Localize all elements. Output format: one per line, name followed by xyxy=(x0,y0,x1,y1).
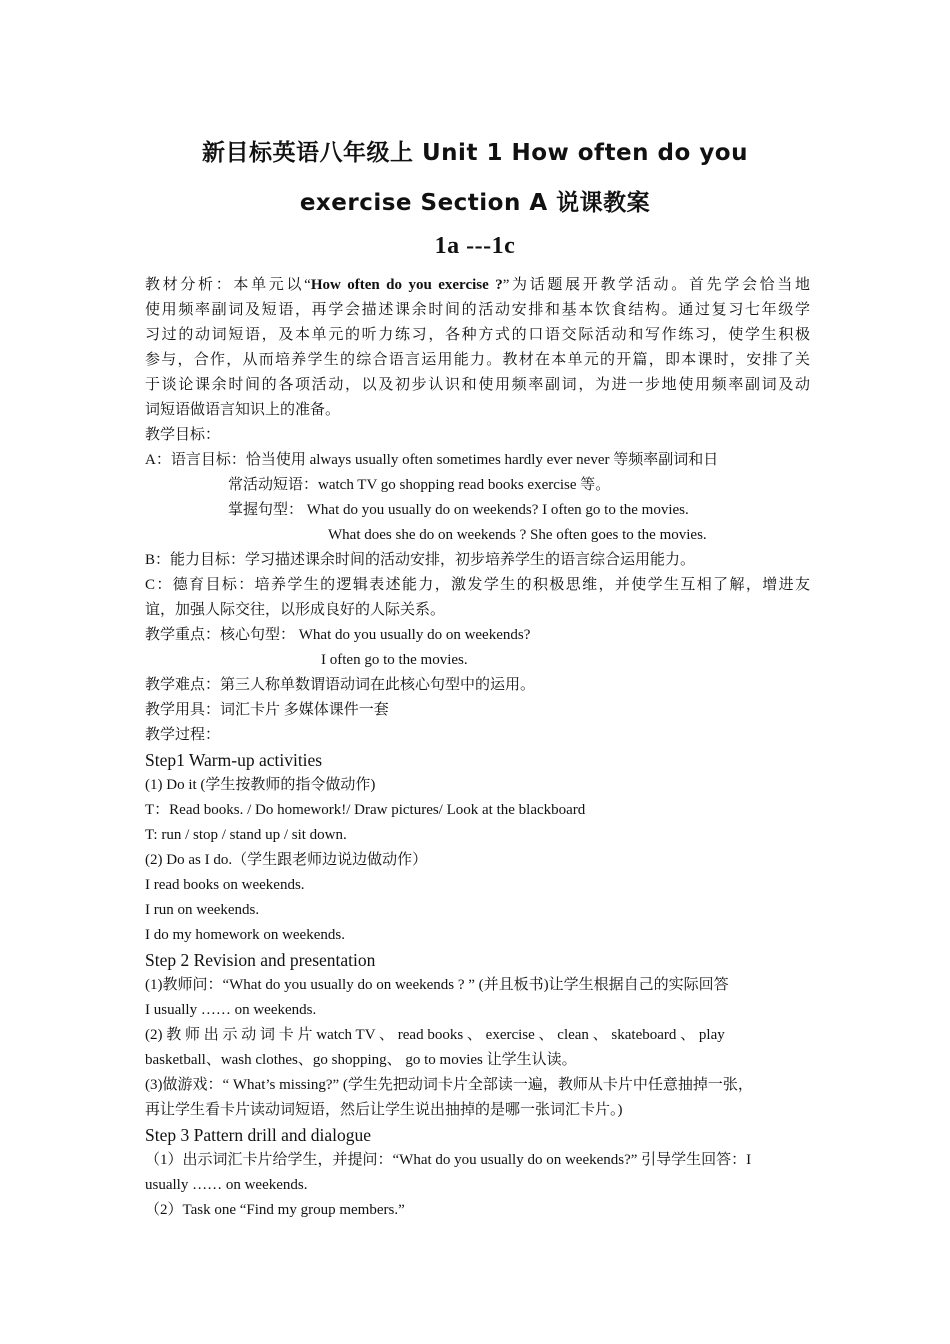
step2-line-6: 再让学生看卡片读动词短语，然后让学生说出抽掉的是哪一张词汇卡片。) xyxy=(145,1102,623,1118)
step1-line-5: I read books on weekends. xyxy=(145,877,305,893)
step2-line-3: (2) 教 师 出 示 动 词 卡 片 watch TV 、 read books 、 exercise 、 clean 、 skateboard 、 play xyxy=(145,1027,725,1043)
step1-heading: Step1 Warm-up activities xyxy=(145,750,323,770)
goal-b: B：能力目标：学习描述课余时间的活动安排，初步培养学生的语言综合运用能力。 xyxy=(145,552,696,568)
step3-line-3: （2）Task one “Find my group members.” xyxy=(145,1202,405,1218)
step3-line-1: （1）出示词汇卡片给学生，并提问：“What do you usually do on weekends?” 引导学生回答：I xyxy=(145,1152,752,1168)
analysis-line-1: 教材分析：本单元以“How often do you exercise ?”为话题展开教学活动。首先学会恰当地 xyxy=(145,277,810,293)
process-heading: 教学过程： xyxy=(145,727,221,743)
step2-line-4: basketball、wash clothes、go shopping、 go to movies 让学生认读。 xyxy=(145,1052,577,1068)
step1-line-2: T：Read books. / Do homework!/ Draw pictures/ Look at the blackboard xyxy=(145,802,586,818)
analysis-line-3: 习过的动词短语，及本单元的听力练习，各种方式的口语交际活动和写作练习，使学生积极 xyxy=(145,327,810,343)
goal-a-line-2: 常活动短语：watch TV go shopping read books exercise 等。 xyxy=(228,477,611,493)
step1-line-7: I do my homework on weekends. xyxy=(145,927,345,943)
analysis-line-2: 使用频率副词及短语，再学会描述课余时间的活动安排和基本饮食结构。通过复习七年级学 xyxy=(145,302,810,318)
document-subtitle: 1a ---1c xyxy=(434,233,516,259)
difficulty: 教学难点：第三人称单数谓语动词在此核心句型中的运用。 xyxy=(145,677,536,693)
step2-line-2: I usually …… on weekends. xyxy=(145,1002,317,1018)
analysis-line-6: 词短语做语言知识上的准备。 xyxy=(145,402,341,418)
step1-line-4: (2) Do as I do.（学生跟老师边说边做动作） xyxy=(145,852,428,868)
goal-a-line-4: What does she do on weekends ? She often goes to the movies. xyxy=(328,527,707,543)
document-title-line-1: 新目标英语八年级上 Unit 1 How often do you xyxy=(202,140,748,166)
step1-line-1: (1) Do it (学生按教师的指令做动作) xyxy=(145,777,376,793)
goal-a-line-1: A：语言目标：恰当使用 always usually often sometimes hardly ever never 等频率副词和日 xyxy=(145,452,719,468)
goal-c-line-2: 谊，加强人际交往，以形成良好的人际关系。 xyxy=(145,602,446,618)
step3-heading: Step 3 Pattern drill and dialogue xyxy=(145,1125,371,1145)
step3-line-2: usually …… on weekends. xyxy=(145,1177,308,1193)
step1-line-3: T: run / stop / stand up / sit down. xyxy=(145,827,347,843)
goal-c-line-1: C：德育目标：培养学生的逻辑表述能力，激发学生的积极思维，并使学生互相了解，增进友 xyxy=(145,577,810,593)
topic-question: How often do you exercise ? xyxy=(310,277,503,293)
step2-line-5: (3)做游戏：“ What’s missing?” (学生先把动词卡片全部读一遍，教师从卡片中任意抽掉一张， xyxy=(145,1077,753,1093)
goal-a-line-3: 掌握句型： What do you usually do on weekends? I often go to the movies. xyxy=(228,502,689,518)
step2-line-1: (1)教师问：“What do you usually do on weekends ? ” (并且板书)让学生根据自己的实际回答 xyxy=(145,977,729,993)
goals-heading: 教学目标： xyxy=(145,427,221,443)
analysis-line-5: 于谈论课余时间的各项活动，以及初步认识和使用频率副词，为进一步地使用频率副词及动 xyxy=(145,377,810,393)
key-points-line-2: I often go to the movies. xyxy=(321,652,468,668)
step2-heading: Step 2 Revision and presentation xyxy=(145,950,376,970)
document-title-line-2: exercise Section A 说课教案 xyxy=(299,190,651,216)
document-body xyxy=(145,273,810,1223)
key-points-line-1: 教学重点：核心句型： What do you usually do on weekends? xyxy=(145,627,531,643)
step1-line-6: I run on weekends. xyxy=(145,902,260,918)
teaching-tools: 教学用具：词汇卡片 多媒体课件一套 xyxy=(145,702,389,718)
analysis-line-4: 参与，合作，从而培养学生的综合语言运用能力。教材在本单元的开篇，即本课时，安排了关 xyxy=(145,352,810,368)
